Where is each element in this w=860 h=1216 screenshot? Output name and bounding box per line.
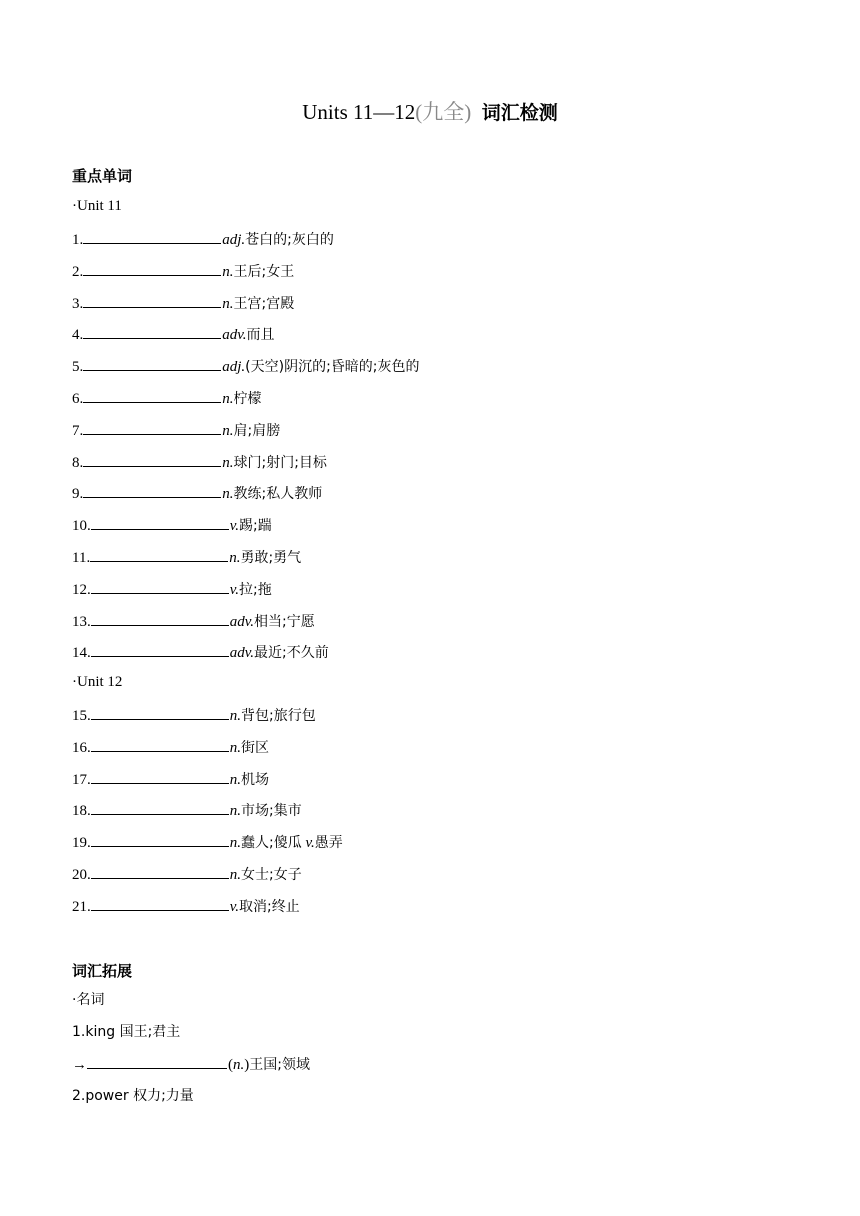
meaning: 市场;集市 [241, 803, 302, 820]
answer-blank[interactable] [91, 642, 229, 657]
answer-blank[interactable] [83, 483, 221, 498]
answer-blank[interactable] [83, 356, 221, 371]
unit12-label: ·Unit 12 [72, 674, 123, 690]
word-item [72, 324, 275, 345]
answer-blank[interactable] [91, 896, 229, 911]
word-item [72, 293, 294, 314]
expansion-line-1: 1.king 国王;君主 [72, 1024, 181, 1040]
item-number: 19. [72, 835, 91, 852]
meaning: 球门;射门;目标 [233, 454, 327, 471]
meaning: 苍白的;灰白的 [245, 232, 334, 248]
word-item [72, 611, 315, 632]
answer-blank[interactable] [83, 452, 221, 467]
part-of-speech: adv. [229, 613, 255, 630]
item-number: 12. [72, 581, 91, 598]
answer-blank[interactable] [91, 864, 229, 879]
meaning: 勇敢;勇气 [240, 550, 302, 566]
word-item [72, 515, 272, 536]
word-item [72, 388, 262, 409]
answer-blank[interactable] [83, 261, 221, 276]
word-item [72, 800, 302, 821]
arrow-icon: → [72, 1057, 87, 1073]
meaning: 街区 [241, 739, 269, 756]
part-of-speech: v. [229, 518, 240, 535]
word-item [72, 705, 316, 726]
item-number: 4. [72, 327, 84, 344]
part-of-speech: n. [229, 867, 241, 883]
item-number: 6. [72, 391, 84, 407]
item-number: 11. [72, 550, 91, 566]
word-item [72, 420, 280, 441]
word-item [72, 229, 334, 250]
answer-blank[interactable] [83, 293, 221, 308]
answer-blank[interactable] [90, 547, 228, 562]
word-item [72, 452, 327, 473]
part-of-speech-2: v. [305, 835, 315, 852]
item-number: 16. [72, 739, 91, 756]
part-of-speech: n. [222, 295, 234, 312]
expansion-line-2: 2.power 权力;力量 [72, 1088, 194, 1104]
part-of-speech: n. [229, 708, 241, 724]
part-of-speech: n. [222, 454, 234, 471]
part-of-speech: adj. [222, 359, 246, 376]
part-of-speech: adv. [229, 645, 255, 662]
part-of-speech: n. [229, 803, 241, 820]
part-of-speech: n. [229, 739, 241, 756]
item-number: 20. [72, 867, 91, 883]
part-of-speech: adv. [222, 327, 247, 344]
item-number: 14. [72, 645, 91, 662]
word-item [72, 896, 300, 917]
meaning: 女士;女子 [241, 867, 302, 883]
item-number: 21. [72, 898, 91, 915]
meaning: 柠檬 [233, 391, 262, 407]
item-number: 2. [72, 263, 84, 280]
part-of-speech: n. [222, 263, 234, 280]
meaning: 最近;不久前 [254, 645, 329, 662]
page-title [0, 98, 860, 127]
answer-blank[interactable] [91, 737, 229, 752]
part-of-speech: v. [229, 898, 240, 915]
meaning: 肩;肩膀 [233, 422, 281, 439]
word-item [72, 642, 329, 663]
answer-blank[interactable] [83, 388, 221, 403]
word-item [72, 832, 343, 853]
word-item [72, 356, 420, 377]
answer-blank[interactable] [83, 229, 221, 244]
meaning: 拉;拖 [239, 581, 272, 598]
answer-blank[interactable] [91, 769, 229, 784]
answer-blank[interactable] [91, 579, 229, 594]
part-of-speech: n. [222, 391, 234, 407]
section-heading-key-words: 重点单词 [72, 167, 133, 185]
part-of-speech: n. [222, 422, 234, 439]
item-number: 3. [72, 295, 84, 312]
item-number: 8. [72, 454, 84, 471]
word-item [72, 261, 294, 282]
meaning-2: 愚弄 [314, 835, 343, 852]
item-number: 5. [72, 359, 84, 376]
answer-blank[interactable] [91, 832, 229, 847]
meaning: 王后;女王 [233, 263, 295, 280]
word-item [72, 737, 269, 758]
item-number: 10. [72, 518, 91, 535]
meaning: 背包;旅行包 [241, 708, 316, 724]
meaning: 机场 [241, 771, 269, 788]
part-of-speech: n. [229, 550, 241, 566]
noun-label: ·名词 [72, 992, 105, 1008]
part-of-speech: n. [229, 771, 241, 788]
answer-blank[interactable] [83, 324, 221, 339]
part-of-speech: v. [229, 581, 240, 598]
word-item [72, 579, 272, 600]
unit11-label: ·Unit 11 [72, 198, 122, 214]
item-number: 1. [72, 232, 84, 248]
title-cn: 词汇检测 [481, 102, 558, 124]
answer-blank[interactable] [83, 420, 221, 435]
meaning: 而且 [246, 327, 275, 344]
item-number: 9. [72, 486, 84, 503]
meaning: 踢;踹 [239, 518, 272, 535]
meaning: 教练;私人教师 [233, 486, 323, 503]
item-number: 7. [72, 422, 84, 439]
meaning: 王宫;宫殿 [233, 295, 295, 312]
answer-blank[interactable] [91, 611, 229, 626]
item-number: 18. [72, 803, 91, 820]
title-main: Units 11—12 [302, 100, 416, 124]
item-number: 13. [72, 613, 91, 630]
item-number: 15. [72, 708, 91, 724]
expansion-arrow-line: → (n.)王国;领域 [72, 1054, 310, 1075]
part-of-speech: n. [229, 835, 241, 852]
answer-blank[interactable] [87, 1054, 227, 1069]
answer-blank[interactable] [91, 705, 229, 720]
meaning: 蠢人;傻瓜 [241, 835, 302, 852]
word-item [72, 864, 302, 885]
part-of-speech: n. [222, 486, 234, 503]
word-item [72, 547, 301, 568]
meaning: (天空)阴沉的;昏暗的;灰色的 [245, 359, 420, 376]
word-item [72, 483, 322, 504]
part-of-speech: adj. [222, 232, 246, 248]
item-number: 17. [72, 771, 91, 788]
answer-blank[interactable] [91, 515, 229, 530]
meaning: 取消;终止 [239, 898, 300, 915]
word-item [72, 769, 269, 790]
section-heading-expansion: 词汇拓展 [72, 962, 133, 980]
title-paren: (九全) [415, 100, 472, 124]
answer-blank[interactable] [91, 800, 229, 815]
meaning: 相当;宁愿 [254, 613, 315, 630]
